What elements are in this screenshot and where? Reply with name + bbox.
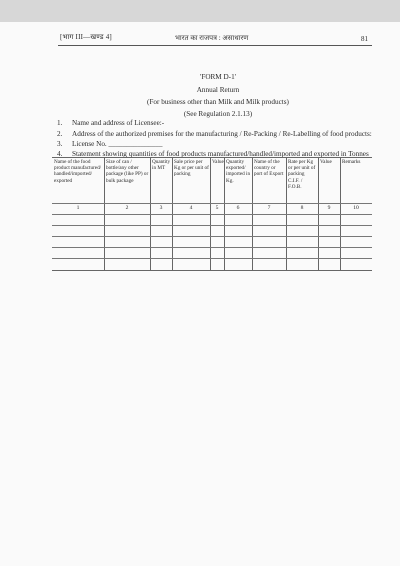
table-column-number: 5 — [215, 205, 219, 211]
table-header-cell: Remarks — [342, 159, 361, 165]
item-number: 2. — [57, 130, 63, 138]
table-column-number: 9 — [327, 205, 331, 211]
item-number: 1. — [57, 119, 63, 127]
header-rule — [58, 45, 372, 46]
table-column-number: 3 — [159, 205, 163, 211]
table-header-cell: Sale price per Kg or per unit of packing — [174, 159, 209, 178]
form-scope: (For business other than Milk and Milk products) — [147, 98, 289, 106]
table-column-number: 6 — [236, 205, 240, 211]
table-header-cell: Rate per Kg or per unit of packing C.I.F. / F.O.B. — [288, 159, 316, 190]
table-column-number: 4 — [189, 205, 193, 211]
table-row-rule — [52, 225, 372, 226]
table-row-rule — [52, 214, 372, 215]
form-subtitle: Annual Return — [196, 86, 240, 94]
item-text: Statement showing quantities of food products manufactured/handled/imported and exported in Tonnes — [72, 150, 369, 158]
table-column-number: 2 — [125, 205, 129, 211]
returns-table — [52, 157, 372, 271]
item-licensee — [57, 119, 164, 127]
item-number: 3. — [57, 140, 63, 148]
table-column-number: 1 — [76, 205, 80, 211]
item-premises-address — [57, 130, 372, 138]
table-column-number: 7 — [267, 205, 271, 211]
table-header-cell: Quantity in MT — [152, 159, 171, 172]
table-row-rule — [52, 258, 372, 259]
item-text: License No. _______________ — [72, 140, 163, 148]
item-text: Name and address of Licensee:- — [72, 119, 165, 127]
table-row-rule — [52, 236, 372, 237]
table-header-cell: Name of the food product manufactured/ handled/imported/ exported — [54, 159, 102, 184]
scan-top-band — [0, 0, 400, 22]
item-number: 4. — [57, 150, 63, 158]
table-header-rule — [52, 203, 372, 204]
form-regulation: (See Regulation 2.1.13) — [183, 110, 253, 118]
form-title: 'FORM D-1' — [200, 73, 236, 81]
page-number: 81 — [361, 35, 368, 43]
gazette-part-label: [भाग III—खण्ड 4] — [60, 33, 112, 41]
table-row-rule — [52, 247, 372, 248]
table-column-number: 8 — [300, 205, 304, 211]
table-header-cell: Name of the country or port of Export — [254, 159, 284, 178]
table-header-cell: Quantity exported/ imported in Kg. — [226, 159, 251, 184]
table-header-cell: Size of can / bottle/any other package (like PP) or bulk package — [106, 159, 149, 184]
item-license-no — [57, 140, 162, 148]
item-text: Address of the authorized premises for the manufacturing / Re-Packing / Re-Labelling of food products: — [72, 130, 372, 138]
table-column-number: 10 — [353, 205, 359, 211]
table-header-cell: Value — [320, 159, 332, 165]
gazette-title: भारत का राजपत्र : असाधारण — [175, 34, 249, 42]
table-header-cell: Value — [212, 159, 224, 165]
